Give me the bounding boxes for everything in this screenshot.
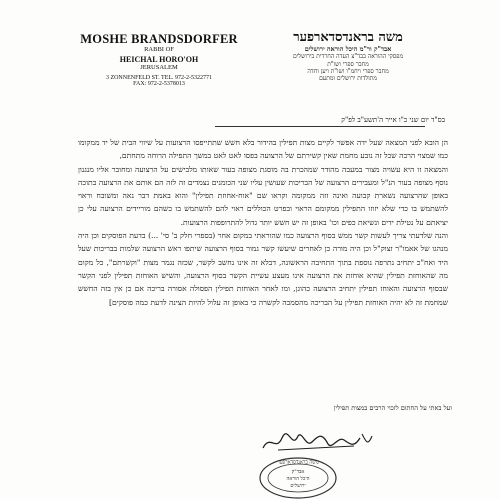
letterhead-he-line5: מתולדות ירושלים ומתעם <box>319 74 377 82</box>
stamp-inner-line1: אבד"ק <box>291 469 305 475</box>
rabbinical-stamp <box>258 456 338 500</box>
body-paragraph-3: והנה שלדעתי צריך לעשות קשר ממש בסוף הרצועה כמו שהוראתי במקום אחר (בספרי חלק ב' סי' ...) בדעת הפוסקים וכן היה מנהגו של אאמו"ר זצוק"ל וכן היה מורה כן לאחרים שיעשו קשר גמור בסוף הרצועה שיתפו ראש הרצועה שלמות בבריכות שעל היד ואח"כ יתחיב נתרפה נוספת בתוך התחיבה הראשונה, דבלא זה אינו נחשב לקשר, שכזה נגמר מצות "וקשרתם", כל מקום מה שהאוחזת תפילין שהיא אוחזת את הרצועה אינו מעצע עשיית הקשר בסוף הרצועה, והשיש האוחזת תפילין לפני הקשר שבסוף הרצועה והאוחז תפילין יתחיב הרצועה כהוגן, ומו לאחר האוחזת תפילין הפסולה אסורה בריכה אם כן אין בזה החשש שמחמת זה לא יהיה האוחזת תפילין על הבריכה מהסמכה לקשרה כי באופן זה עלול להיות הצינה לדעת כמה פוסקים] <box>78 231 448 307</box>
letter-body <box>78 136 448 309</box>
stamp-inner-line2: היכל הוראה <box>286 476 310 482</box>
letterhead-rabbi-of: RABBI OF <box>144 46 174 54</box>
stamp-inner-line3: ירושלים <box>290 483 306 489</box>
letterhead-he-line3: מחבר ספרי ושו"ת <box>327 60 369 68</box>
letterhead-english <box>74 32 244 88</box>
letterhead-he-line1: אבד"ק ור"מ היכל הוראה ירושלים <box>304 44 392 53</box>
stamp-outer-text: משה בראנדסדארפער <box>277 459 319 466</box>
letterhead-name-he: משה בראנדסדארפער <box>293 30 403 45</box>
date-line: בס"ד יום שני כ"ו אייר ה'תשע"ב לפ"ק <box>341 116 445 124</box>
letterhead-institution: HEICHAL HORO'OH <box>119 54 199 64</box>
letterhead-fax: FAX: 972-2-5378013 <box>133 81 185 88</box>
letterhead-city: JERUSALEM <box>140 64 178 72</box>
letterhead-he-line4: מחבר ספרי ויחמ"ו ושו"ת ויען וחדה <box>307 67 389 75</box>
letterhead-name-en: MOSHE BRANDSDORFER <box>80 32 238 46</box>
letterhead-he-line2: מפסקי ההוראה בבד"צ העדה החרדית בירושלים <box>292 53 403 61</box>
letterhead-address: 3 ZONNENFELD ST. TEL. 972-2-5322771 <box>105 74 213 81</box>
date-divider <box>215 126 425 127</box>
closing-line: ועל באתי על החתום לזכוי הרבים במצות תפילין <box>333 404 452 412</box>
handwritten-signature <box>258 428 378 456</box>
body-paragraph-2: והמצאה זו היא עשויה מצור במעבה מהודר שמהכרת בה מוסגת מצופה בעור שאותו מלבישים על הרצועה ומחובר אליו מנגנון נוסף מצופה בעור הנ"ל ומעבירים הרצועה של הבריכות שעושין עליו שני הכומנים נצמדים זה לזה הם אותם את הרצועה בתוכה באופן שהרצועה נשארת קבועה ואינה זזה ממקומה וקראו שם "אוח-אחוזת תפילין" והוא באמת דבר נאה ומשובח וראוי להשתמש בו כדי שלא יזוזו התפילין ממקומם הראוי ובפרט הכוללים ראוי להם להשתמש בו כשהם מוריידים הרצועה עלי כן יציאתם על נטילת ידים ונשיאת כפים וכו' באופן זה יש חשש יותר גדול להתרופפות הרצועות. <box>78 164 448 227</box>
letterhead-hebrew <box>258 30 438 82</box>
body-paragraph-1: הן הובא לפני המצאה שעל ידה אפשר לקיים מצות תפילין בהידור בלא חשש שתתייפסו הרצועות על שיווי הבית של יד ממקומו כמו שמצוי הרבה שכל זה נובע מחמת שאין קשירתם של הרצועה בפסו לאט לאט במשך התפילה הרוחה מתחתם, <box>78 138 448 161</box>
